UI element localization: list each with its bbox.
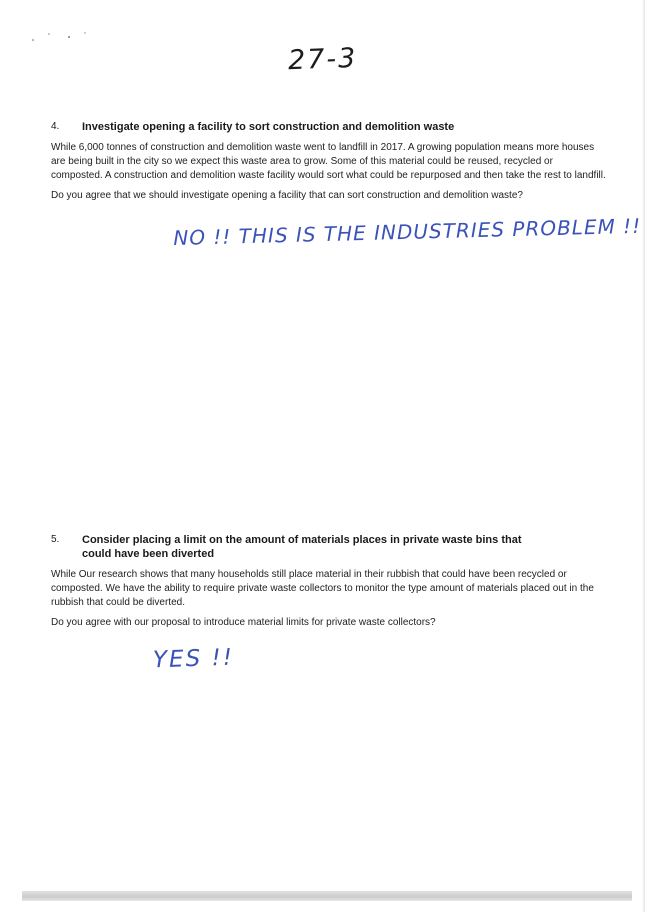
section-4-question: Do you agree that we should investigate opening a facility that can sort construction and demolition waste? [51,190,523,201]
section-4-title: Investigate opening a facility to sort construction and demolition waste [82,121,455,133]
section-5-number: 5. [51,534,60,545]
section-4-paragraph: While 6,000 tonnes of construction and demolition waste went to landfill in 2017. A growing population means more houses are being built in the city so we expect this waste area to grow. Some of this material could be reused, recycled or composted. A construction and demolition waste facility would sort what could be repurposed and then take the rest to landfill. [51,142,606,181]
scanner-bottom-strip [22,891,632,901]
handwritten-reference-number: 27-3 [287,42,358,77]
handwritten-answer-section-5: YES !! [152,644,235,674]
section-5-paragraph: While Our research shows that many households still place material in their rubbish that could have been recycled or composted. We have the ability to require private waste collectors to monitor the type amount of materials placed out in the rubbish that could be diverted. [51,569,594,608]
section-4-number: 4. [51,121,60,132]
section-4-heading [51,120,606,134]
section-5 [51,533,606,630]
section-5-title: Consider placing a limit on the amount of materials places in private waste bins that could have been diverted [82,534,522,560]
section-5-heading [51,533,606,561]
section-5-question: Do you agree with our proposal to introduce material limits for private waste collectors? [51,617,436,628]
handwritten-answer-section-4: NO !! THIS IS THE INDUSTRIES PROBLEM !! [173,213,642,250]
section-4 [51,120,606,203]
scan-speck-marks [30,30,100,44]
